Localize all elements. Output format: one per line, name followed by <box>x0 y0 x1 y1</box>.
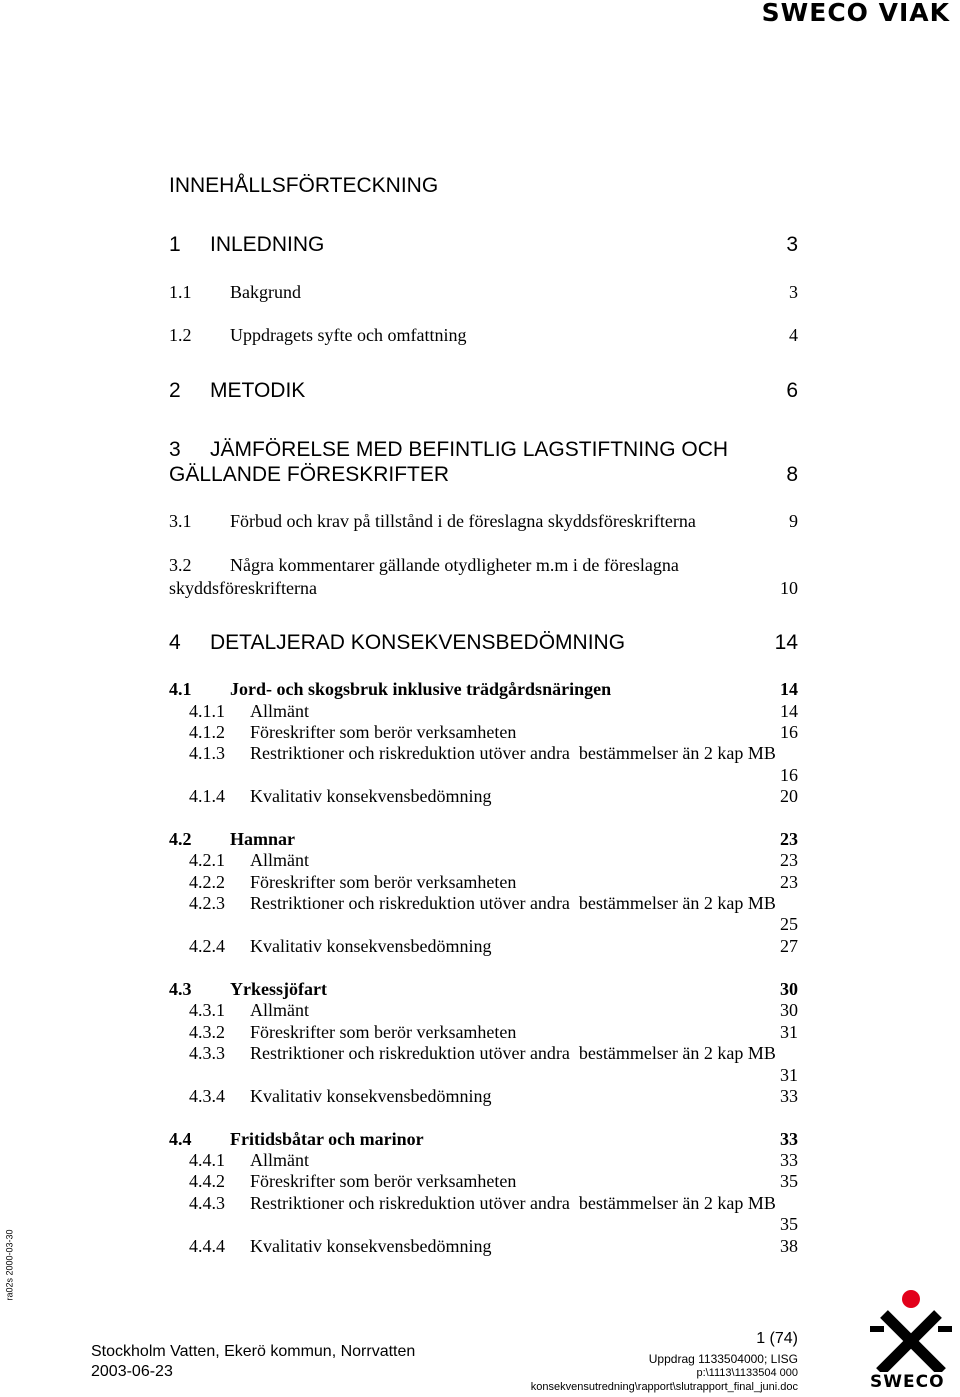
toc-num: 4.2.4 <box>189 936 225 956</box>
toc-page: 30 <box>780 979 798 999</box>
toc-page: 6 <box>786 379 798 402</box>
toc-label: DETALJERAD KONSEKVENSBEDÖMNING <box>210 631 626 654</box>
toc-num: 4.1.3 <box>189 743 225 763</box>
toc-num: 1 <box>169 233 181 256</box>
toc-label: Uppdragets syfte och omfattning <box>230 325 467 345</box>
footer-project: Stockholm Vatten, Ekerö kommun, Norrvatten <box>91 1343 416 1360</box>
toc-label: Bakgrund <box>230 282 301 302</box>
toc-label: Kvalitativ konsekvensbedömning <box>250 936 492 956</box>
toc-label: Föreskrifter som berör verksamheten <box>250 1171 517 1191</box>
toc-page: 30 <box>780 1000 798 1020</box>
toc-num: 4 <box>169 631 181 654</box>
footer-path-line2: konsekvensutredning\rapport\slutrapport_final_juni.doc <box>530 1381 798 1393</box>
sweco-logo-icon <box>868 1286 954 1372</box>
toc-page: 33 <box>780 1129 798 1149</box>
toc-page: 14 <box>780 679 798 699</box>
toc-num: 4.3 <box>169 979 192 999</box>
toc-label: INLEDNING <box>210 233 325 256</box>
toc-num: 4.2.3 <box>189 893 225 913</box>
toc-label: Allmänt <box>250 1000 309 1020</box>
toc-page: 31 <box>780 1022 798 1042</box>
toc-num: 4.1.4 <box>189 786 225 806</box>
toc-num: 4.4 <box>169 1129 192 1149</box>
toc-num: 3 <box>169 438 181 461</box>
toc-num: 1.1 <box>169 282 192 302</box>
toc-num: 4.3.4 <box>189 1086 225 1106</box>
toc-page: 27 <box>780 936 798 956</box>
toc-num: 4.2.2 <box>189 872 225 892</box>
toc-label: Restriktioner och riskreduktion utöver andra bestämmelser än 2 kap MB <box>250 743 776 763</box>
footer-assignment: Uppdrag 1133504000; LISG <box>648 1352 798 1366</box>
toc-label: Fritidsbåtar och marinor <box>230 1129 424 1149</box>
toc-page: 3 <box>786 233 798 256</box>
toc-num: 4.4.4 <box>189 1236 225 1256</box>
toc-label: Restriktioner och riskreduktion utöver andra bestämmelser än 2 kap MB <box>250 1193 776 1213</box>
toc-num: 4.1.2 <box>189 722 225 742</box>
toc-label: Föreskrifter som berör verksamheten <box>250 722 517 742</box>
toc-title: INNEHÅLLSFÖRTECKNING <box>169 174 439 197</box>
toc-page: 16 <box>780 722 798 742</box>
toc-label: JÄMFÖRELSE MED BEFINTLIG LAGSTIFTNING OCH <box>210 438 729 461</box>
toc-num: 2 <box>169 379 181 402</box>
toc-page: 14 <box>774 631 798 654</box>
toc-page: 38 <box>780 1236 798 1256</box>
toc-num: 4.4.3 <box>189 1193 225 1213</box>
toc-label-continued: skyddsföreskrifterna <box>169 578 317 598</box>
toc-page: 35 <box>780 1214 798 1234</box>
toc-num: 4.3.1 <box>189 1000 225 1020</box>
toc-num: 4.4.1 <box>189 1150 225 1170</box>
toc-page: 33 <box>780 1086 798 1106</box>
toc-label-continued: GÄLLANDE FÖRESKRIFTER <box>169 463 450 486</box>
toc-label: Jord- och skogsbruk inklusive trädgårdsnäringen <box>230 679 612 699</box>
brand-name: SWECO VIAK <box>761 0 950 27</box>
toc-page: 9 <box>789 511 798 531</box>
toc-page: 16 <box>780 765 798 785</box>
sweco-logo <box>868 1286 954 1394</box>
toc-num: 4.2.1 <box>189 850 225 870</box>
toc-page: 25 <box>780 914 798 934</box>
footer-path-line1: p:\1113\1133504 000 <box>696 1367 798 1379</box>
toc-num: 4.1.1 <box>189 701 225 721</box>
toc-label: METODIK <box>210 379 306 402</box>
toc-page: 35 <box>780 1171 798 1191</box>
toc-page: 33 <box>780 1150 798 1170</box>
toc-label: Allmänt <box>250 1150 309 1170</box>
toc-page: 14 <box>780 701 798 721</box>
toc-num: 3.2 <box>169 555 192 575</box>
sweco-logo-text: SWECO <box>870 1372 945 1392</box>
toc-label: Kvalitativ konsekvensbedömning <box>250 786 492 806</box>
toc-page: 23 <box>780 829 798 849</box>
footer-page-number: 1 (74) <box>756 1330 798 1347</box>
toc-page: 10 <box>780 578 798 598</box>
toc-page: 23 <box>780 872 798 892</box>
toc-label: Restriktioner och riskreduktion utöver andra bestämmelser än 2 kap MB <box>250 893 776 913</box>
toc-label: Kvalitativ konsekvensbedömning <box>250 1086 492 1106</box>
toc-label: Hamnar <box>230 829 295 849</box>
toc-num: 3.1 <box>169 511 192 531</box>
toc-page: 4 <box>789 325 798 345</box>
toc-label: Allmänt <box>250 850 309 870</box>
toc-num: 4.3.3 <box>189 1043 225 1063</box>
toc-label: Några kommentarer gällande otydligheter m.m i de föreslagna <box>230 555 679 575</box>
toc-num: 4.2 <box>169 829 192 849</box>
toc-label: Kvalitativ konsekvensbedömning <box>250 1236 492 1256</box>
toc-page: 31 <box>780 1065 798 1085</box>
toc-label: Förbud och krav på tillstånd i de föreslagna skyddsföreskrifterna <box>230 511 696 531</box>
toc-label: Föreskrifter som berör verksamheten <box>250 872 517 892</box>
toc-label: Allmänt <box>250 701 309 721</box>
footer-date: 2003-06-23 <box>91 1363 173 1380</box>
toc-page: 3 <box>789 282 798 302</box>
toc-page: 8 <box>786 463 798 486</box>
toc-num: 4.1 <box>169 679 192 699</box>
toc-page: 20 <box>780 786 798 806</box>
toc-label: Yrkessjöfart <box>230 979 327 999</box>
side-form-code: ra02s 2000-03-30 <box>4 1229 15 1301</box>
toc-label: Föreskrifter som berör verksamheten <box>250 1022 517 1042</box>
toc-num: 4.4.2 <box>189 1171 225 1191</box>
toc-num: 4.3.2 <box>189 1022 225 1042</box>
toc-label: Restriktioner och riskreduktion utöver andra bestämmelser än 2 kap MB <box>250 1043 776 1063</box>
toc-num: 1.2 <box>169 325 192 345</box>
toc-page: 23 <box>780 850 798 870</box>
